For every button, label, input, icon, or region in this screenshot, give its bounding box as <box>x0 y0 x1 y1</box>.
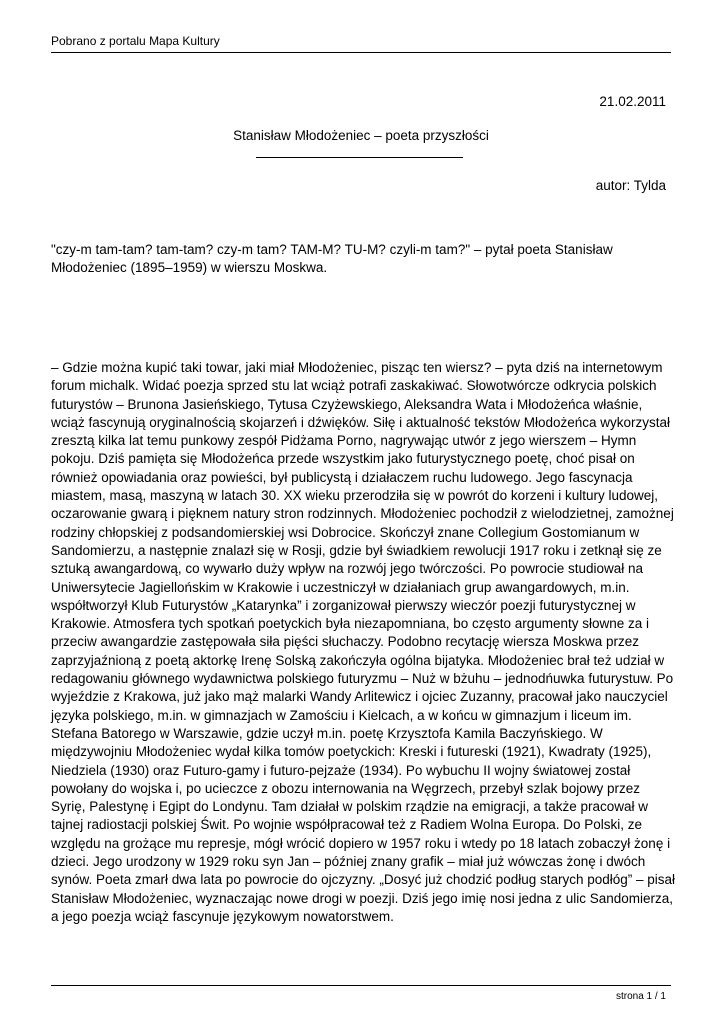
header-divider <box>51 52 671 53</box>
article-author: autor: Tylda <box>595 178 666 193</box>
article-title: Stanisław Młodożeniec – poeta przyszłości <box>233 128 489 143</box>
footer-divider <box>51 985 671 986</box>
page-number: strona 1 / 1 <box>615 991 666 1002</box>
header-source: Pobrano z portalu Mapa Kultury <box>51 34 220 48</box>
article-date: 21.02.2011 <box>599 94 666 109</box>
article-body: – Gdzie można kupić taki towar, jaki miał Młodożeniec, pisząc ten wiersz? – pyta dziś na internetowym forum michalk. Widać poezja sprzed stu lat wciąż potrafi zaskakiwać. Słowotwórcze odkrycia polskich futurystów – Brunona Jasieńskiego, Tytusa Czyżewskiego, Aleksandra Wata i Młodożeńca właśnie, wciąż fascynują oryginalnością skojarzeń i dźwięków. Siłę i aktualność tekstów Młodożeńca wykorzystał zresztą kilka lat temu punkowy zespół Pidżama Porno, nagrywając utwór z jego wierszem – Hymn pokoju. Dziś pamięta się Młodożeńca przede wszystkim jako futurystycznego poetę, choć pisał on również opowiadania oraz powieści, był publicystą i działaczem ruchu ludowego. Jego fascynacja miastem, masą, maszyną w latach 30. XX wieku przerodziła się w powrót do korzeni i kultury ludowej, oczarowanie gwarą i pięknem natury stron rodzinnych. Młodożeniec pochodził z wielodzietnej, zamożnej rodziny chłopskiej z podsandomierskiej wsi Dobrocice. Skończył znane Collegium Gostomianum w Sandomierzu, a następnie znalazł się w Rosji, gdzie był świadkiem rewolucji 1917 roku i zetknął się ze sztuką awangardową, co wywarło duży wpływ na rozwój jego twórczości. Po powrocie studiował na Uniwersytecie Jagiellońskim w Krakowie i uczestniczył w działaniach grup awangardowych, m.in. współtworzył Klub Futurystów „Katarynka” i zorganizował pierwszy wieczór poezji futurystycznej w Krakowie. Atmosfera tych spotkań poetyckich była niezapomniana, bo często argumenty słowne za i przeciw awangardzie zastępowała siła pięści słuchaczy. Podobno recytację wiersza Moskwa przez zaprzyjaźnioną z poetą aktorkę Irenę Solską zakończyła ogólna bijatyka. Młodożeniec brał też udział w redagowaniu głównego wydawnictwa polskiego futuryzmu – Nuż w bżuhu – jednodńuwka futurystuw. Po wyjeździe z Krakowa, już jako mąż malarki Wandy Arlitewicz i ojciec Zuzanny, pracował jako nauczyciel języka polskiego, m.in. w gimnazjach w Zamościu i Kielcach, a w końcu w gimnazjum i liceum im. Stefana Batorego w Warszawie, gdzie uczył m.in. poetę Krzysztofa Kamila Baczyńskiego. W międzywojniu Młodożeniec wydał kilka tomów poetyckich: Kreski i futureski (1921), Kwadraty (1925), Niedziela (1930) oraz Futuro-gamy i futuro-pejzaże (1934). Po wybuchu II wojny światowej został powołany do wojska i, po ucieczce z obozu internowania na Węgrzech, przebył szlak bojowy przez Syrię, Palestynę i Egipt do Londynu. Tam działał w polskim rządzie na emigracji, a także pracował w tajnej radiostacji polskiej Świt. Po wojnie współpracował też z Radiem Wolna Europa. Do Polski, ze względu na grożące mu represje, mógł wrócić dopiero w 1957 roku i wtedy po 18 latach zobaczył żonę i dzieci. Jego urodzony w 1929 roku syn Jan – później znany grafik – miał już wówczas żonę i dwóch synów. Poeta zmarł dwa lata po powrocie do ojczyzny. „Dosyć już chodzić podług starych podłóg” – pisał Stanisław Młodożeniec, wyznaczając nowe drogi w poezji. Dziś jego imię nosi jedna z ulic Sandomierza, a jego poezja wciąż fascynuje językowym nowatorstwem. <box>51 360 676 924</box>
title-underline <box>256 157 463 158</box>
article-intro: "czy-m tam-tam? tam-tam? czy-m tam? TAM-M? TU-M? czyli-m tam?" – pytał poeta Stanisław Młodożeniec (1895–1959) w wierszu Moskwa. <box>51 242 613 275</box>
